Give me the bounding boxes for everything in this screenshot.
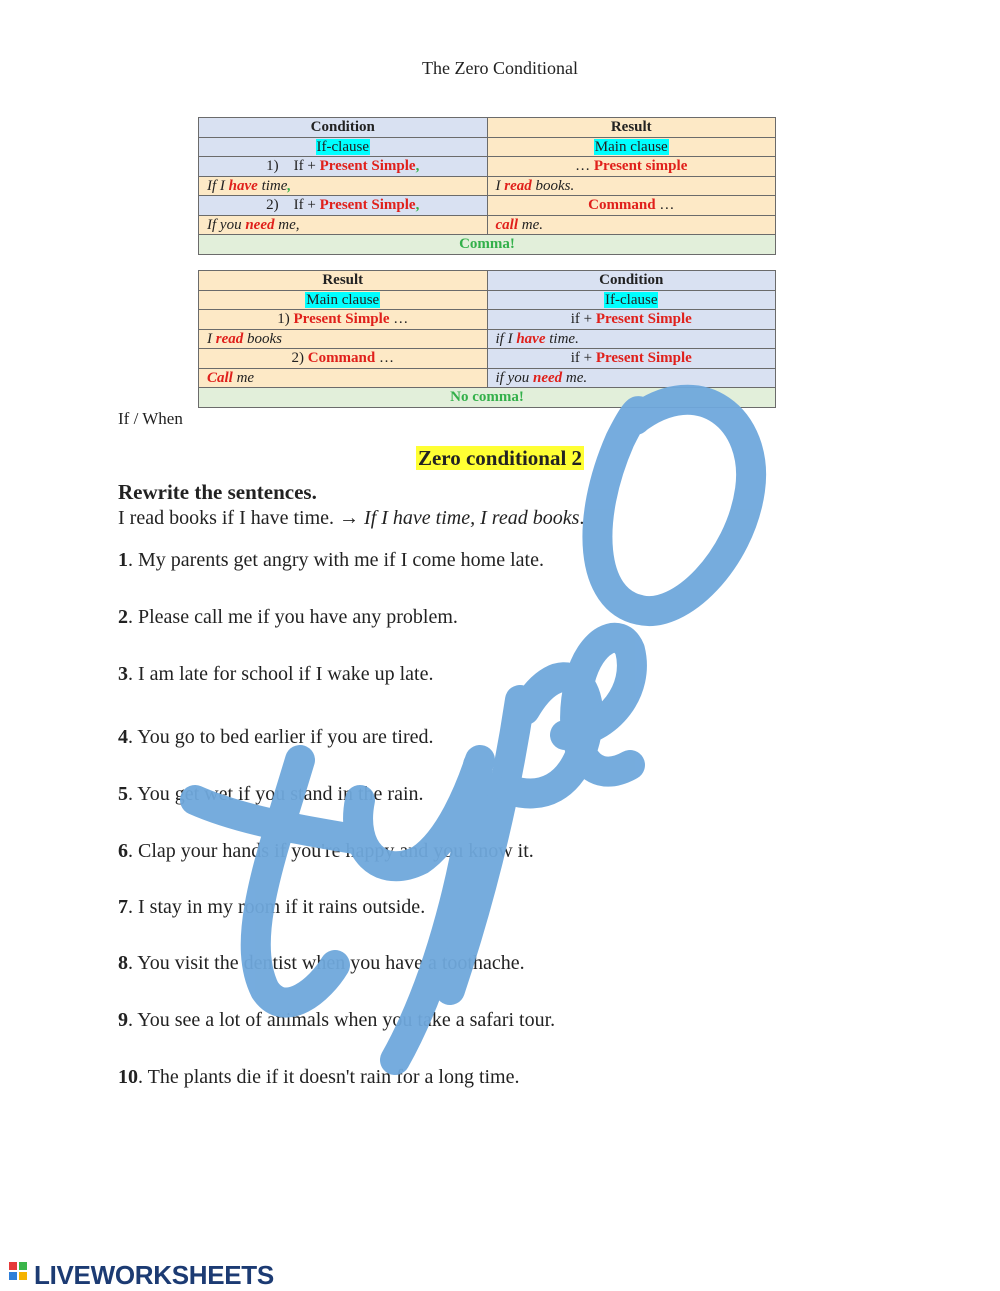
exercise-item: 1. My parents get angry with me if I come home late. (118, 549, 544, 571)
table1-header-result: Result (487, 118, 776, 138)
table1-example-1-condition: If I have time, (199, 176, 488, 196)
table2-footer: No comma! (199, 388, 776, 408)
table1-rule-1-result: … Present simple (487, 157, 776, 177)
table1-main-clause: Main clause (487, 137, 776, 157)
table2-header-condition: Condition (487, 271, 776, 291)
table2-example-2-condition: if you need me. (487, 368, 776, 388)
table1-example-2-condition: If you need me, (199, 215, 488, 235)
section-title: Zero conditional 2 (417, 446, 583, 470)
exercise-item: 8. You visit the dentist when you have a toothache. (118, 952, 525, 974)
table2-example-1-condition: if I have time. (487, 329, 776, 349)
table1-header-condition: Condition (199, 118, 488, 138)
exercise-item: 4. You go to bed earlier if you are tired. (118, 726, 434, 748)
exercise-item: 9. You see a lot of animals when you take a safari tour. (118, 1009, 556, 1031)
result-condition-table (198, 270, 776, 408)
exercise-item: 2. Please call me if you have any problem. (118, 606, 458, 628)
watermark-letter-t-bar (195, 800, 360, 840)
table1-rule-2-condition: 2) If + Present Simple, (199, 196, 488, 216)
table1-if-clause: If-clause (199, 137, 488, 157)
table1-example-1-result: I read books. (487, 176, 776, 196)
table2-example-1-result: I read books (199, 329, 488, 349)
table2-if-clause: If-clause (487, 290, 776, 310)
document-title: The Zero Conditional (422, 58, 578, 78)
watermark-digit-0 (597, 400, 751, 611)
logo-grid-icon (8, 1259, 30, 1285)
table1-rule-2-result: Command … (487, 196, 776, 216)
example-sentence: I read books if I have time. → If I have time, I read books. (118, 507, 585, 529)
table1-footer: Comma! (199, 235, 776, 255)
watermark-letter-e (565, 638, 632, 772)
table2-rule-1-condition: if + Present Simple (487, 310, 776, 330)
watermark-letter-p-bowl (510, 677, 588, 793)
exercise-item: 10. The plants die if it doesn't rain for a long time. (118, 1066, 520, 1088)
table1-example-2-result: call me. (487, 215, 776, 235)
liveworksheets-logo: LIVEWORKSHEETS (8, 1259, 30, 1289)
table2-header-result: Result (199, 271, 488, 291)
table2-rule-1-result: 1) Present Simple … (199, 310, 488, 330)
table2-rule-2-condition: if + Present Simple (487, 349, 776, 369)
exercise-item: 3. I am late for school if I wake up late. (118, 663, 434, 685)
table1-rule-1-condition: 1) If + Present Simple, (199, 157, 488, 177)
exercise-item: 7. I stay in my room if it rains outside. (118, 896, 426, 918)
condition-result-table (198, 117, 776, 255)
exercise-item: 5. You get wet if you stand in the rain. (118, 783, 424, 805)
exercise-item: 6. Clap your hands if you're happy and you know it. (118, 840, 534, 862)
if-when-note: If / When (118, 409, 183, 428)
table2-rule-2-result: 2) Command … (199, 349, 488, 369)
table2-example-2-result: Call me (199, 368, 488, 388)
table2-main-clause: Main clause (199, 290, 488, 310)
instruction: Rewrite the sentences. (118, 480, 317, 504)
